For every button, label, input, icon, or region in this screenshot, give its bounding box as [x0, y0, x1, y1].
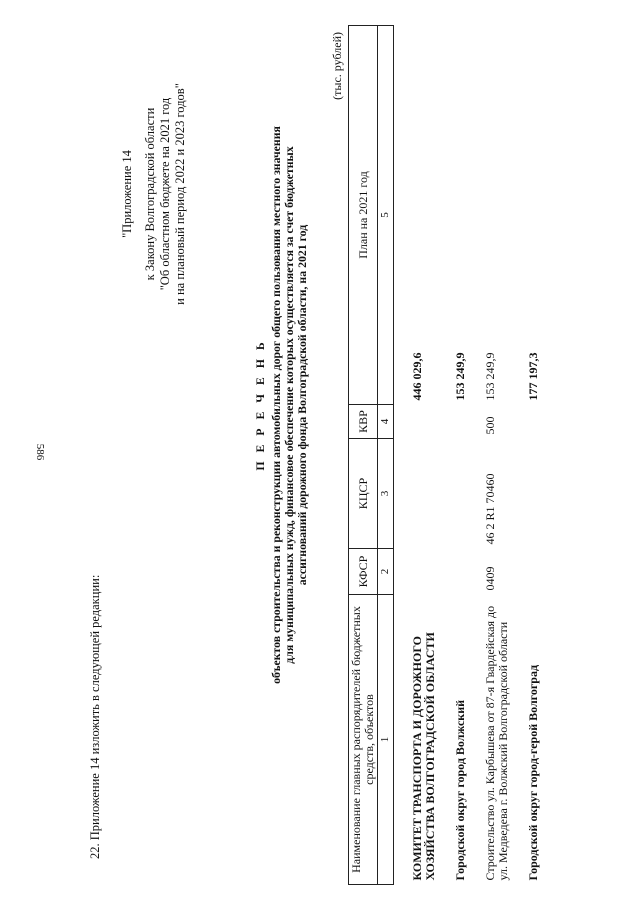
header-kfsr: КФСР — [349, 549, 378, 595]
heading-line: для муниципальных нужд, финансовое обеспечение которых осуществляется за счет бюджетных — [282, 146, 296, 664]
row-kfsr — [510, 549, 540, 595]
intro-text: 22. Приложение 14 изложить в следующей редакции: — [88, 574, 102, 859]
index-cell: 2 — [378, 549, 394, 595]
row-kvr — [510, 405, 540, 439]
row-kfsr — [437, 549, 467, 595]
header-name: Наименование главных распорядителей бюджетных средств, объектов — [349, 595, 378, 885]
row-plan: 153 249,9 — [453, 352, 467, 401]
row-plan: 446 029,6 — [410, 352, 424, 401]
row-name: Городской округ город-герой Волгоград — [526, 664, 540, 881]
row-kcsr — [510, 439, 540, 549]
appendix-block — [120, 14, 188, 374]
appendix-line: к Закону Волгоградской области — [143, 107, 157, 281]
row-plan: 153 249,9 — [483, 352, 497, 401]
table-row — [510, 26, 540, 885]
object-table — [348, 25, 540, 885]
row-kfsr — [394, 549, 438, 595]
row-kcsr — [394, 439, 438, 549]
row-kfsr: 0409 — [483, 566, 497, 591]
row-kvr: 500 — [483, 416, 497, 435]
table-index-row — [378, 26, 394, 885]
row-kcsr — [437, 439, 467, 549]
table-row — [467, 26, 510, 885]
table-row — [394, 26, 438, 885]
index-cell: 4 — [378, 405, 394, 439]
table-row — [437, 26, 467, 885]
appendix-number: "Приложение 14 — [120, 150, 134, 238]
page-number: 586 — [34, 443, 46, 461]
row-name: Городской округ город Волжский — [453, 699, 467, 881]
header-kcsr: КЦСР — [349, 439, 378, 549]
header-kvr: КВР — [349, 405, 378, 439]
heading-line: объектов строительства и реконструкции автомобильных дорог общего пользования местного значения — [269, 126, 283, 684]
heading-line: ассигнований дорожного фонда Волгоградской области, на 2021 год — [295, 224, 309, 586]
row-plan: 177 197,3 — [526, 352, 540, 401]
units-label: (тыс. рублей) — [330, 32, 344, 100]
row-kvr — [437, 405, 467, 439]
row-kcsr: 46 2 R1 70460 — [483, 473, 497, 545]
appendix-line: и на плановый период 2022 и 2023 годов" — [173, 83, 187, 305]
index-cell: 5 — [378, 26, 394, 405]
index-cell: 3 — [378, 439, 394, 549]
table-header-row — [349, 26, 378, 885]
row-kvr — [394, 405, 438, 439]
heading-title: П Е Р Е Ч Е Н Ь — [253, 339, 267, 471]
row-name: Строительство ул. Карбышева от 87-я Гвардейская до ул. Медведева г. Волжский Волгоградской области — [483, 605, 510, 881]
row-name: КОМИТЕТ ТРАНСПОРТА И ДОРОЖНОГО ХОЗЯЙСТВА ВОЛГОГРАДСКОЙ ОБЛАСТИ — [410, 632, 437, 881]
appendix-line: "Об областном бюджете на 2021 год — [158, 97, 172, 291]
header-plan: План на 2021 год — [349, 26, 378, 405]
index-cell: 1 — [378, 595, 394, 885]
document-heading — [254, 125, 309, 685]
